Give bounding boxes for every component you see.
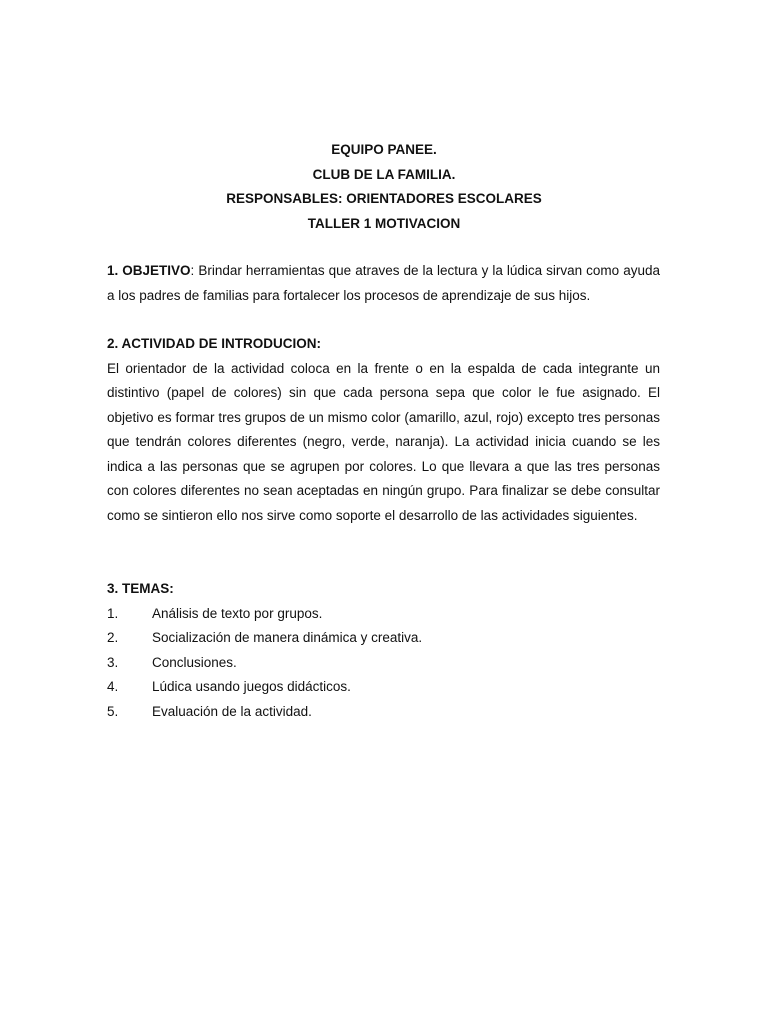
- objetivo-text: : Brindar herramientas que atraves de la lectura y la lúdica sirvan como ayuda a los padres de familias para fortalecer los procesos de aprendizaje de sus hijos.: [107, 263, 660, 303]
- list-item-number: 1.: [107, 605, 119, 621]
- list-item-number: 3.: [107, 654, 119, 670]
- temas-heading: 3. TEMAS:: [107, 581, 174, 596]
- header-club-name: CLUB DE LA FAMILIA.: [312, 166, 456, 182]
- header-responsables: RESPONSABLES: ORIENTADORES ESCOLARES: [226, 191, 542, 206]
- list-item: [107, 700, 660, 725]
- list-item: [107, 675, 660, 700]
- objetivo-paragraph: [107, 259, 660, 308]
- list-item: [107, 602, 660, 627]
- section-temas: [107, 577, 660, 724]
- header-workshop-title: TALLER 1 MOTIVACION: [307, 215, 461, 231]
- section-actividad: [107, 332, 660, 528]
- temas-list: [107, 602, 660, 725]
- list-item-number: 2.: [107, 630, 119, 645]
- actividad-heading: 2. ACTIVIDAD DE INTRODUCION:: [107, 336, 322, 351]
- objetivo-label: 1. OBJETIVO: [107, 263, 191, 278]
- header-team-name: EQUIPO PANEE.: [331, 142, 437, 157]
- list-item: [107, 626, 660, 651]
- list-item-text: Análisis de texto por grupos.: [152, 605, 323, 621]
- actividad-paragraph: El orientador de la actividad coloca en la frente o en la espalda de cada integrante un distintivo (papel de colores) sin que cada persona sepa que color le fue asignado. El objetivo es formar tres grupos de un mismo color (amarillo, azul, rojo) excepto tres personas que tendrán colores diferentes (negro, verde, naranja). La actividad inicia cuando se les indica a las personas que se agrupen por colores. Lo que llevara a que las tres personas con colores diferentes no sean aceptadas en ningún grupo. Para finalizar se debe consultar como se sintieron ello nos sirve como soporte el desarrollo de las actividades siguientes.: [107, 360, 660, 523]
- list-item-text: Evaluación de la actividad.: [152, 703, 312, 719]
- list-item: [107, 651, 660, 676]
- document-header: [0, 138, 768, 236]
- list-item-number: 5.: [107, 703, 119, 719]
- list-item-text: Lúdica usando juegos didácticos.: [152, 679, 351, 694]
- list-item-number: 4.: [107, 679, 119, 694]
- list-item-text: Socialización de manera dinámica y creativa.: [152, 630, 423, 645]
- section-objetivo: [107, 259, 660, 308]
- list-item-text: Conclusiones.: [152, 654, 237, 670]
